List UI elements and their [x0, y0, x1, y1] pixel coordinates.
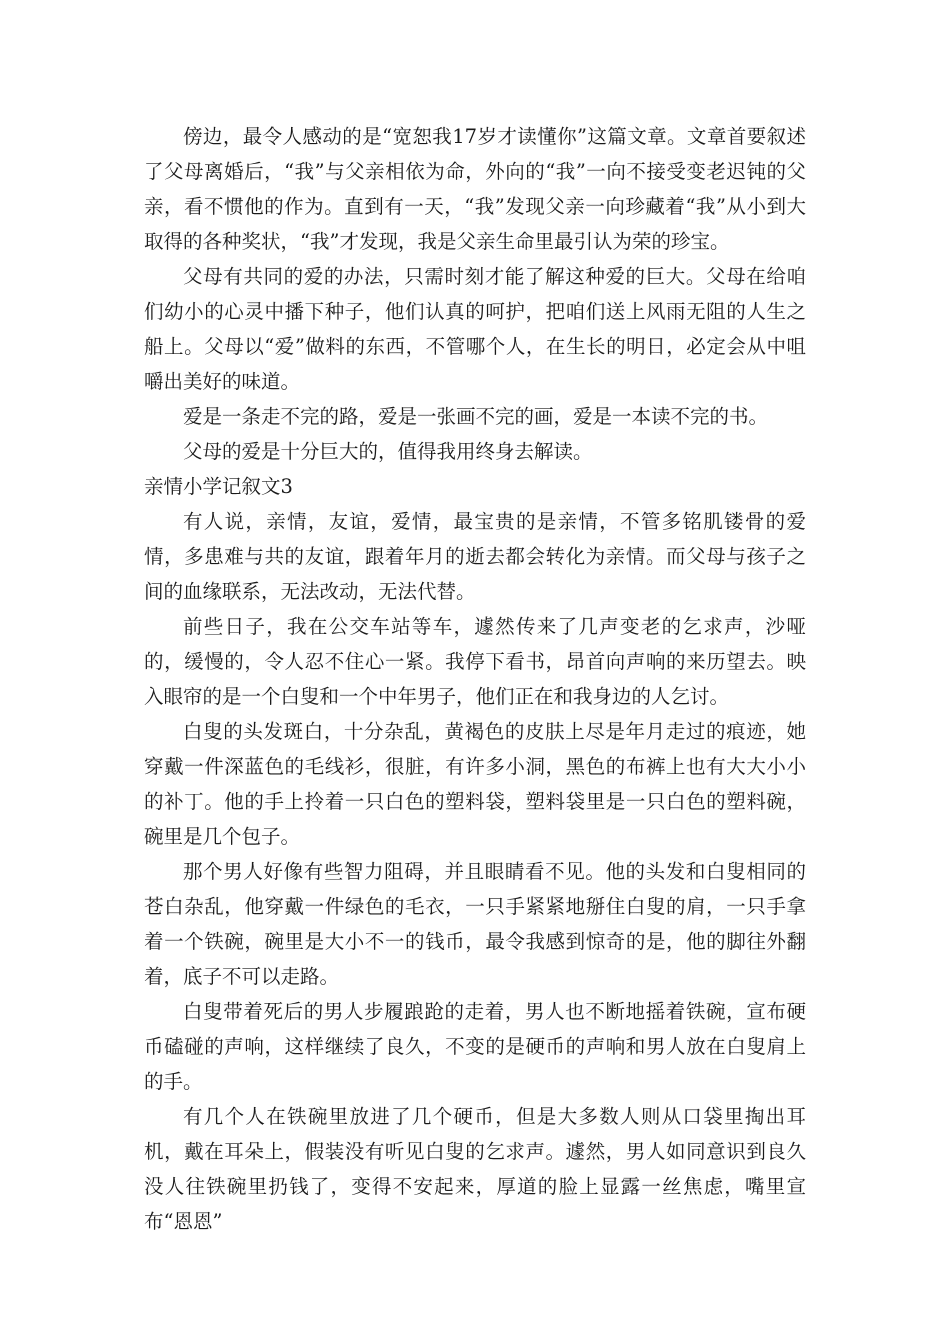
- paragraph-9: 白叟带着死后的男人步履踉跄的走着，男人也不断地摇着铁碗，宣布硬币磕碰的声响，这样继续了良久，不变的是硬币的声响和男人放在白叟肩上的手。: [144, 1000, 806, 1093]
- paragraph-5: 有人说，亲情，友谊，爱情，最宝贵的是亲情，不管多铭肌镂骨的爱情，多患难与共的友谊，跟着年月的逝去都会转化为亲情。而父母与孩子之间的血缘联系，无法改动，无法代替。: [144, 510, 806, 603]
- document-body: [144, 119, 806, 1239]
- paragraph-2: 父母有共同的爱的办法，只需时刻才能了解这种爱的巨大。父母在给咱们幼小的心灵中播下种子，他们认真的呵护，把咱们送上风雨无阻的人生之船上。父母以“爱”做料的东西，不管哪个人，在生长的明日，必定会从中咀嚼出美好的味道。: [144, 265, 806, 393]
- paragraph-6: 前些日子，我在公交车站等车，遽然传来了几声变老的乞求声，沙哑的，缓慢的，令人忍不住心一紧。我停下看书，昂首向声响的来历望去。映入眼帘的是一个白叟和一个中年男子，他们正在和我身边的人乞讨。: [144, 615, 806, 708]
- paragraph-10: 有几个人在铁碗里放进了几个硬币，但是大多数人则从口袋里掏出耳机，戴在耳朵上，假装没有听见白叟的乞求声。遽然，男人如同意识到良久没人往铁碗里扔钱了，变得不安起来，厚道的脸上显露一丝焦虑，嘴里宣布“恩恩”: [144, 1105, 806, 1233]
- section-heading: 亲情小学记叙文3: [144, 475, 293, 498]
- paragraph-8: 那个男人好像有些智力阻碍，并且眼睛看不见。他的头发和白叟相同的苍白杂乱，他穿戴一件绿色的毛衣，一只手紧紧地掰住白叟的肩，一只手拿着一个铁碗，碗里是大小不一的钱币，最令我感到惊奇的是，他的脚往外翻着，底子不可以走路。: [144, 860, 806, 988]
- paragraph-1: 傍边，最令人感动的是“宽恕我17岁才读懂你”这篇文章。文章首要叙述了父母离婚后，“我”与父亲相依为命，外向的“我”一向不接受变老迟钝的父亲，看不惯他的作为。直到有一天，“我”发现父亲一向珍藏着“我”从小到大取得的各种奖状，“我”才发现，我是父亲生命里最引认为荣的珍宝。: [144, 125, 806, 253]
- paragraph-3: 爱是一条走不完的路，爱是一张画不完的画，爱是一本读不完的书。: [183, 405, 769, 428]
- paragraph-4: 父母的爱是十分巨大的，值得我用终身去解读。: [183, 440, 593, 463]
- paragraph-7: 白叟的头发斑白，十分杂乱，黄褐色的皮肤上尽是年月走过的痕迹，她穿戴一件深蓝色的毛线衫，很脏，有许多小洞，黑色的布裤上也有大大小小的补丁。他的手上拎着一只白色的塑料袋，塑料袋里是一只白色的塑料碗，碗里是几个包子。: [144, 720, 806, 848]
